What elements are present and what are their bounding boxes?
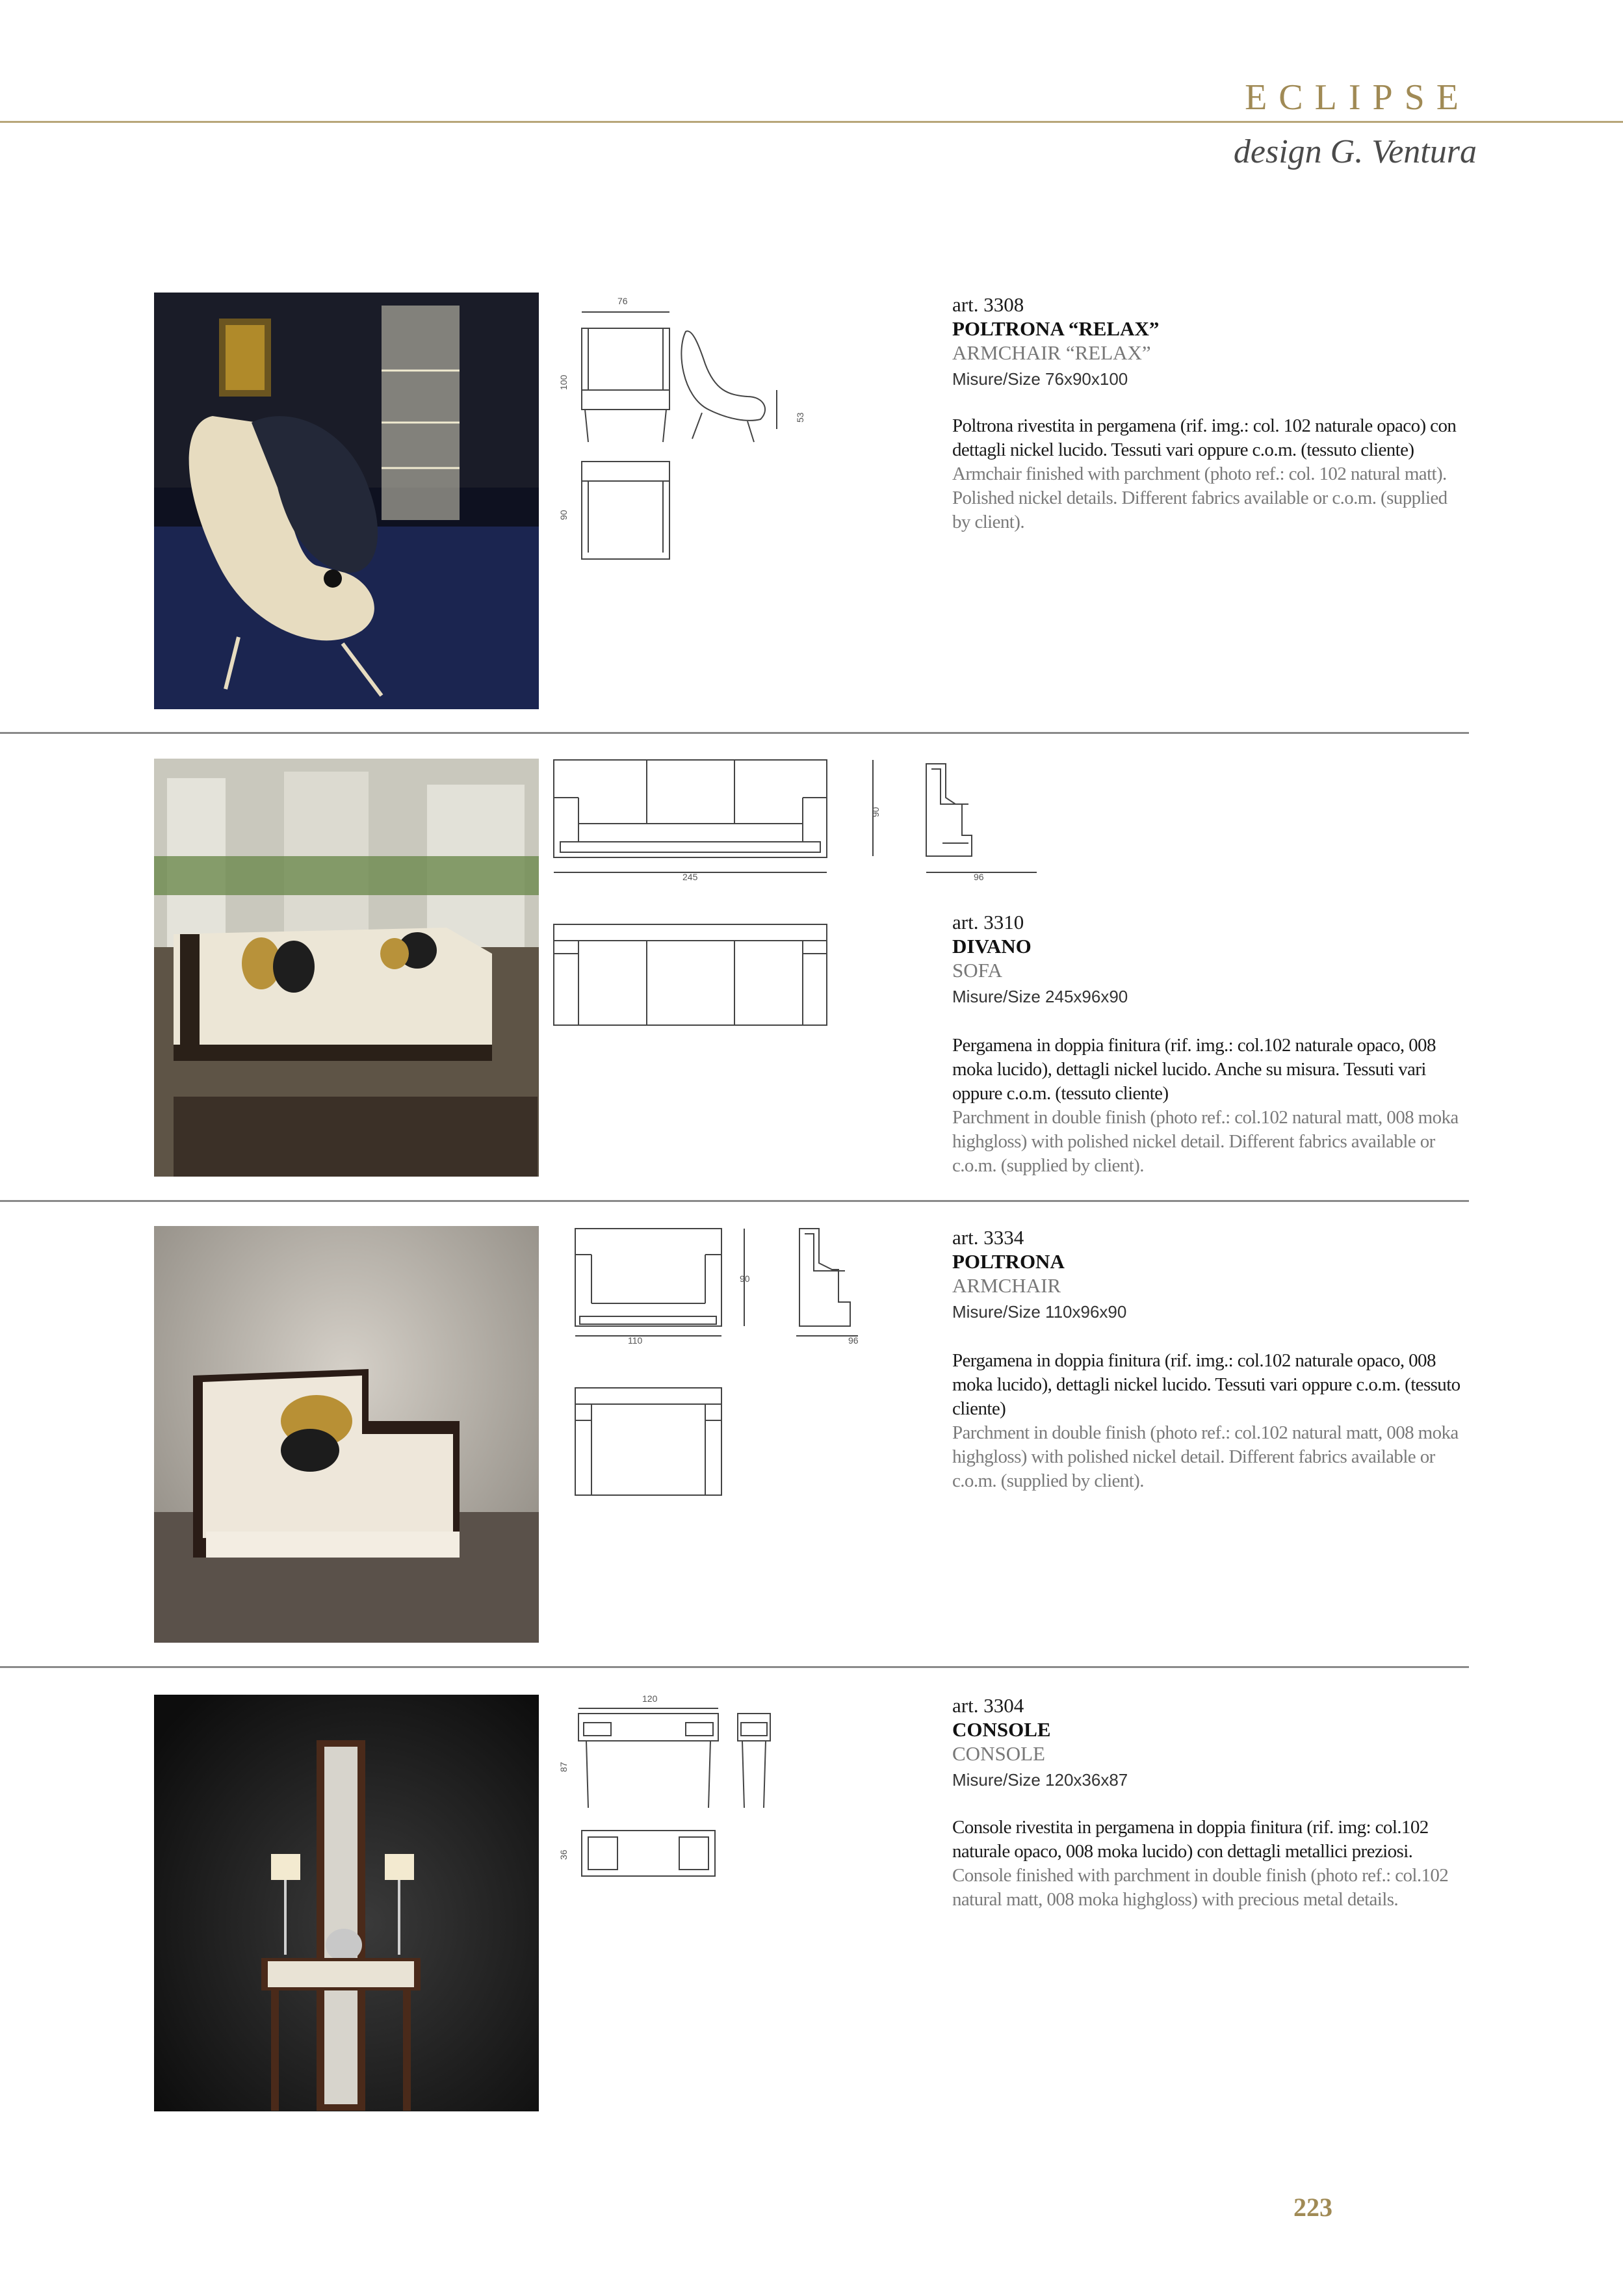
product-name-en: ARMCHAIR “RELAX”: [952, 341, 1151, 364]
product-name-it: CONSOLE: [952, 1718, 1051, 1741]
dim-height-label: 100: [558, 374, 569, 390]
description-it: Console rivestita in pergamena in doppia finitura (rif. img: col.102 naturale opaco, 008 moka lucido) con dettagli metallici preziosi.: [952, 1817, 1429, 1862]
product-photo-armchair: [154, 1226, 539, 1643]
product-description-3310: [952, 1034, 1469, 1178]
product-heading-3334: [952, 1225, 1126, 1324]
dim-width-label: 120: [642, 1693, 658, 1704]
product-name-en: SOFA: [952, 959, 1002, 982]
product-photo-relax-armchair: [154, 293, 539, 709]
description-it: Poltrona rivestita in pergamena (rif. img.: col. 102 naturale opaco) con dettagli nickel lucido. Tessuti vari oppure c.o.m. (tessuto cliente): [952, 415, 1457, 460]
dim-depth-label: 96: [848, 1335, 859, 1346]
dim-width-label: 245: [682, 872, 698, 882]
product-name-en: ARMCHAIR: [952, 1274, 1061, 1297]
description-it: Pergamena in doppia finitura (rif. img.: col.102 naturale opaco, 008 moka lucido), dettagli nickel lucido. Anche su misura. Tessuti vari oppure c.o.m. (tessuto cliente): [952, 1035, 1436, 1104]
product-size: Misure/Size 110x96x90: [952, 1302, 1127, 1322]
brand-title: ECLIPSE: [1245, 77, 1470, 118]
dim-height-label: 90: [870, 807, 881, 817]
dim-seat-label: 53: [795, 412, 805, 423]
product-photo-sofa: [154, 759, 539, 1177]
dim-height-label: 90: [740, 1273, 750, 1284]
product-name-it: POLTRONA “RELAX”: [952, 317, 1160, 340]
description-it: Pergamena in doppia finitura (rif. img.: col.102 naturale opaco, 008 moka lucido), dettagli nickel lucido. Tessuti vari oppure c.o.m. (tessuto cliente): [952, 1350, 1461, 1419]
dim-depth-label: 90: [558, 510, 569, 520]
dim-depth-label: 36: [558, 1849, 569, 1860]
article-number: art. 3308: [952, 293, 1024, 316]
article-number: art. 3334: [952, 1226, 1024, 1249]
dim-width-label: 76: [617, 296, 628, 306]
article-number: art. 3304: [952, 1694, 1024, 1717]
drawing-armchair: [552, 1219, 916, 1505]
product-name-en: CONSOLE: [952, 1742, 1045, 1765]
dim-width-label: 110: [628, 1335, 643, 1346]
product-heading-3304: [952, 1693, 1128, 1792]
product-description-3308: [952, 414, 1469, 534]
product-size: Misure/Size 76x90x100: [952, 369, 1128, 389]
page-number: 223: [1293, 2193, 1332, 2222]
product-size: Misure/Size 245x96x90: [952, 987, 1128, 1006]
section-divider: [0, 1200, 1469, 1202]
drawing-console: [552, 1694, 812, 1889]
header-rule: [0, 121, 1623, 123]
product-name-it: POLTRONA: [952, 1250, 1065, 1273]
product-heading-3308: [952, 293, 1159, 391]
product-name-it: DIVANO: [952, 935, 1032, 958]
designer-credit: design G. Ventura: [1233, 133, 1477, 170]
description-en: Armchair finished with parchment (photo ref.: col. 102 natural matt). Polished nickel details. Different fabrics available or c.o.m. (supplied by client).: [952, 463, 1448, 532]
description-en: Console finished with parchment in double finish (photo ref.: col.102 natural matt, 008 moka highgloss) with precious metal details.: [952, 1865, 1449, 1910]
description-en: Parchment in double finish (photo ref.: col.102 natural matt, 008 moka highgloss) with polished nickel detail. Different fabrics available or c.o.m. (supplied by client).: [952, 1107, 1459, 1176]
dim-depth-label: 96: [974, 872, 984, 882]
article-number: art. 3310: [952, 911, 1024, 933]
product-size: Misure/Size 120x36x87: [952, 1770, 1128, 1790]
product-description-3334: [952, 1349, 1469, 1493]
dim-height-label: 87: [558, 1762, 569, 1772]
section-divider: [0, 1666, 1469, 1668]
product-heading-3310: [952, 910, 1128, 1009]
drawing-relax-armchair: [552, 293, 812, 579]
product-photo-console: [154, 1695, 539, 2111]
section-divider: [0, 732, 1469, 734]
product-description-3304: [952, 1816, 1469, 1912]
description-en: Parchment in double finish (photo ref.: col.102 natural matt, 008 moka highgloss) with polished nickel detail. Different fabrics available or c.o.m. (supplied by client).: [952, 1422, 1459, 1491]
